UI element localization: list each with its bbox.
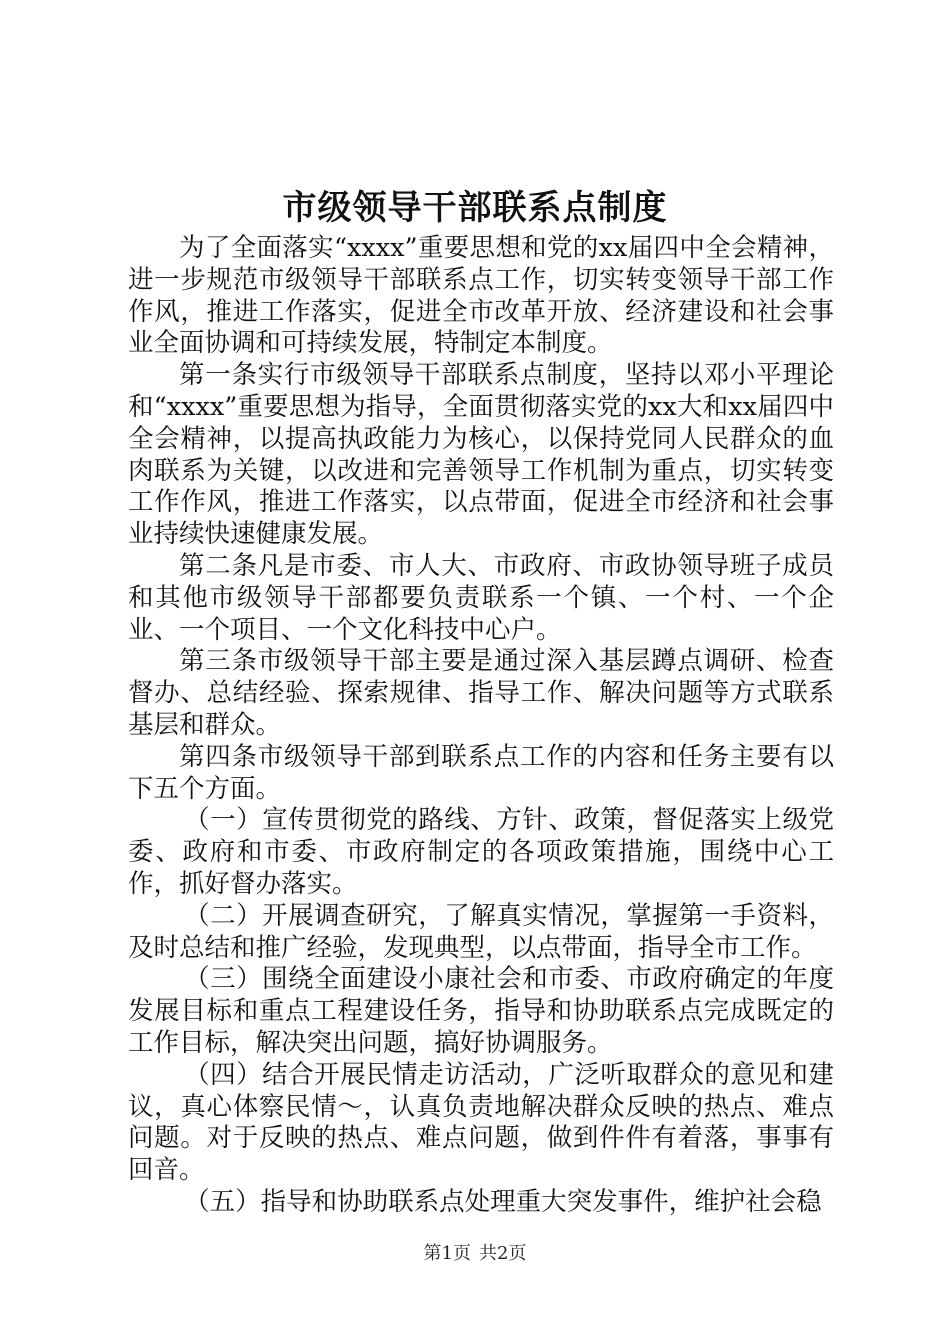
paragraph-item-5: （五）指导和协助联系点处理重大突发事件，维护社会稳 bbox=[184, 1186, 822, 1217]
page-number: 第1页 bbox=[423, 1243, 471, 1264]
document-title: 市级领导干部联系点制度 bbox=[282, 188, 668, 228]
page-total: 共2页 bbox=[479, 1243, 527, 1264]
document-body bbox=[128, 233, 834, 1219]
paragraph-intro: 为了全面落实“xxxx”重要思想和党的xx届四中全会精神，进一步规范市级领导干部联系点工作，切实转变领导干部工作作风，推进工作落实，促进全市改革开放、经济建设和社会事业全面协调和可持续发展，特制定本制度。 bbox=[128, 233, 834, 359]
page-footer bbox=[0, 1242, 950, 1266]
paragraph-article-2: 第二条凡是市委、市人大、市政府、市政协领导班子成员和其他市级领导干部都要负责联系一个镇、一个村、一个企业、一个项目、一个文化科技中心户。 bbox=[128, 550, 834, 645]
paragraph-item-1: （一）宣传贯彻党的路线、方针、政策，督促落实上级党委、政府和市委、市政府制定的各项政策措施，围绕中心工作，抓好督办落实。 bbox=[128, 805, 834, 899]
paragraph-item-3: （三）围绕全面建设小康社会和市委、市政府确定的年度发展目标和重点工程建设任务，指导和协助联系点完成既定的工作目标，解决突出问题，搞好协调服务。 bbox=[128, 964, 834, 1058]
paragraph-item-2: （二）开展调查研究，了解真实情况，掌握第一手资料，及时总结和推广经验，发现典型，以点带面，指导全市工作。 bbox=[128, 900, 834, 963]
paragraph-item-4: （四）结合开展民情走访活动，广泛听取群众的意见和建议，真心体察民情～，认真负责地解决群众反映的热点、难点问题。对于反映的热点、难点问题，做到件件有着落，事事有回音。 bbox=[128, 1059, 834, 1186]
paragraph-article-1: 第一条实行市级领导干部联系点制度，坚持以邓小平理论和“xxxx”重要思想为指导，全面贯彻落实党的xx大和xx届四中全会精神，以提高执政能力为核心，以保持党同人民群众的血肉联系为关键，以改进和完善领导工作机制为重点，切实转变工作作风，推进工作落实，以点带面，促进全市经济和社会事业持续快速健康发展。 bbox=[128, 360, 834, 550]
paragraph-article-3: 第三条市级领导干部主要是通过深入基层蹲点调研、检查督办、总结经验、探索规律、指导工作、解决问题等方式联系基层和群众。 bbox=[128, 646, 834, 740]
paragraph-article-4: 第四条市级领导干部到联系点工作的内容和任务主要有以下五个方面。 bbox=[128, 741, 834, 804]
